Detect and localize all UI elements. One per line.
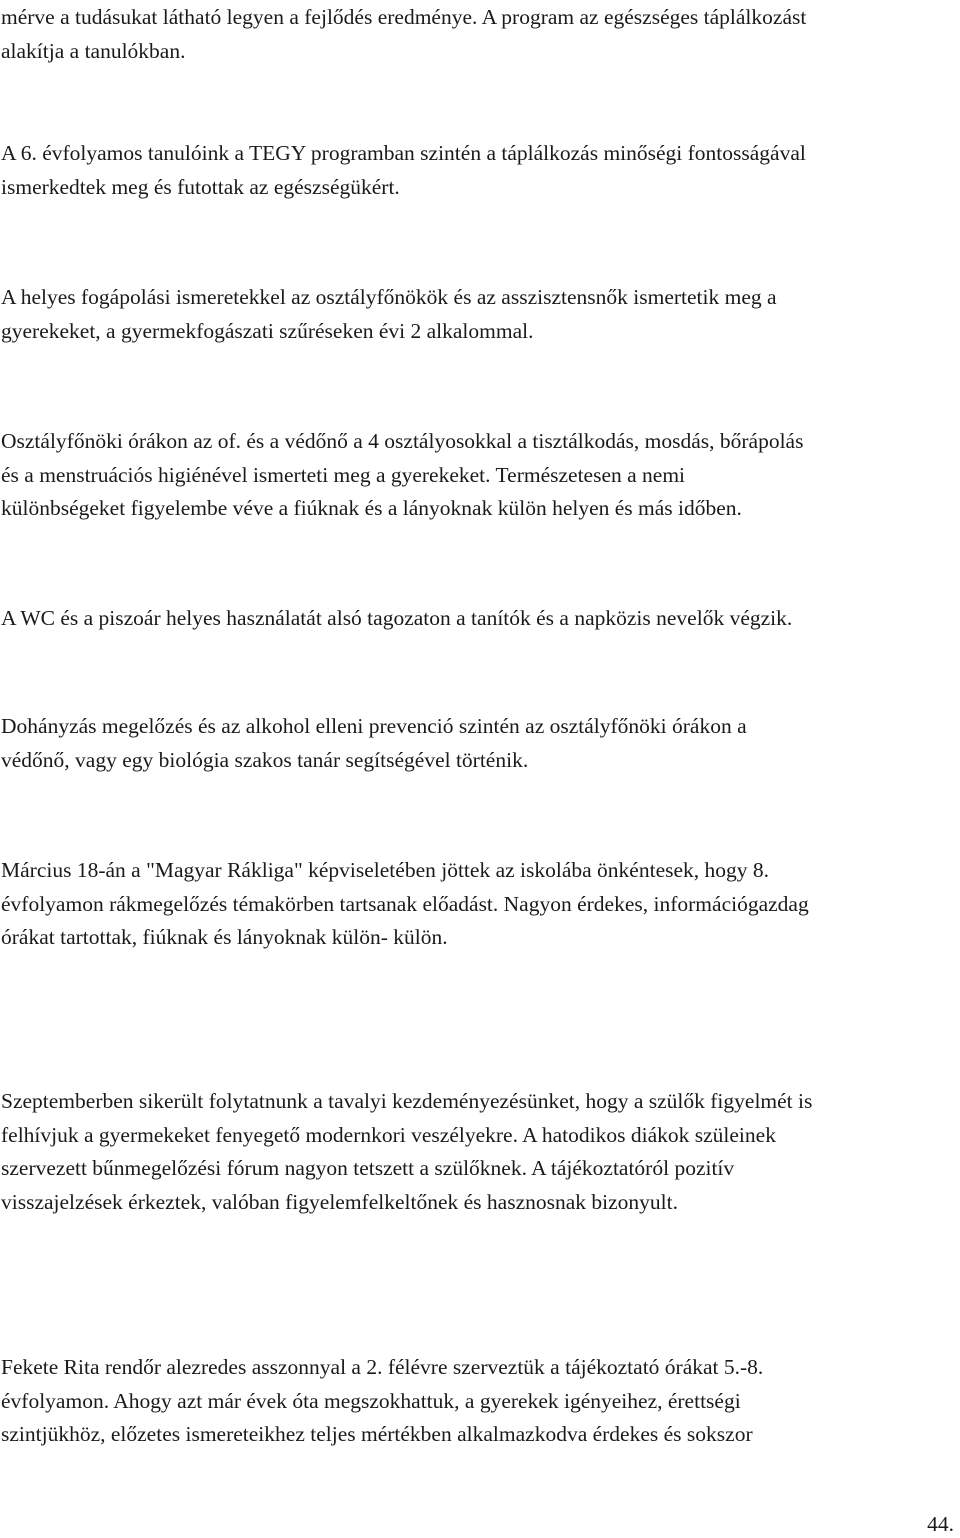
text-line: mérve a tudásukat látható legyen a fejlődés eredménye. A program az egészséges táplálkozást <box>1 5 807 29</box>
paragraph-hygiene-classes <box>1 425 959 526</box>
text-line: Fekete Rita rendőr alezredes asszonnyal a 2. félévre szerveztük a tájékoztató órákat 5.-8. <box>1 1355 764 1379</box>
text-line: szintjükhöz, előzetes ismereteikhez teljes mértékben alkalmazkodva érdekes és sokszor <box>1 1422 753 1447</box>
text-line: évfolyamon rákmegelőzés témakörben tartsanak előadást. Nagyon érdekes, információgazdag <box>1 891 809 916</box>
text-line: Szeptemberben sikerült folytatnunk a tavalyi kezdeményezésünket, hogy a szülők figyelmét is <box>1 1089 813 1113</box>
text-line: évfolyamon. Ahogy azt már évek óta megszokhattuk, a gyerekek igényeihez, érettségi <box>1 1388 741 1413</box>
paragraph-wc-usage <box>1 602 959 636</box>
paragraph-tegy-program <box>1 137 959 204</box>
paragraph-police-sessions <box>1 1351 959 1452</box>
paragraph-dental-care <box>1 281 959 348</box>
text-line: A WC és a piszoár helyes használatát alsó tagozaton a tanítók és a napközis nevelők végzik. <box>1 606 793 630</box>
text-line: A helyes fogápolási ismeretekkel az osztályfőnökök és az asszisztensnők ismertetik meg a <box>1 285 777 309</box>
paragraph-cancer-league <box>1 854 959 955</box>
text-line: felhívjuk a gyermekeket fenyegető modernkori veszélyekre. A hatodikos diákok szüleinek <box>1 1122 776 1147</box>
text-line: órákat tartottak, fiúknak és lányoknak külön- külön. <box>1 925 448 950</box>
text-line: védőnő, vagy egy biológia szakos tanár segítségével történik. <box>1 747 529 772</box>
text-line: Dohányzás megelőzés és az alkohol elleni prevenció szintén az osztályfőnöki órákon a <box>1 714 747 738</box>
page-number: 44. <box>927 1512 954 1536</box>
paragraph-smoking-prevention <box>1 710 959 777</box>
text-line: Osztályfőnöki órákon az of. és a védőnő a 4 osztályosokkal a tisztálkodás, mosdás, bőrápolás <box>1 429 804 453</box>
text-line: gyerekeket, a gyermekfogászati szűréseken évi 2 alkalommal. <box>1 318 534 343</box>
text-line: ismerkedtek meg és futottak az egészségükért. <box>1 174 400 199</box>
text-line: különbségeket figyelembe véve a fiúknak és a lányoknak külön helyen és más időben. <box>1 496 742 521</box>
text-line: szervezett bűnmegelőzési fórum nagyon tetszett a szülőknek. A tájékoztatóról pozitív <box>1 1156 735 1181</box>
text-line: Március 18-án a "Magyar Rákliga" képviseletében jöttek az iskolába önkéntesek, hogy 8. <box>1 858 770 882</box>
paragraph-parent-forum <box>1 1085 959 1219</box>
text-line: visszajelzések érkeztek, valóban figyelemfelkeltőnek és hasznosnak bizonyult. <box>1 1189 678 1214</box>
paragraph-nutrition-program <box>1 1 959 68</box>
text-line: A 6. évfolyamos tanulóink a TEGY programban szintén a táplálkozás minőségi fontosságával <box>1 141 806 165</box>
text-line: alakítja a tanulókban. <box>1 38 186 63</box>
text-line: és a menstruációs higiénével ismerteti meg a gyerekeket. Természetesen a nemi <box>1 462 686 487</box>
